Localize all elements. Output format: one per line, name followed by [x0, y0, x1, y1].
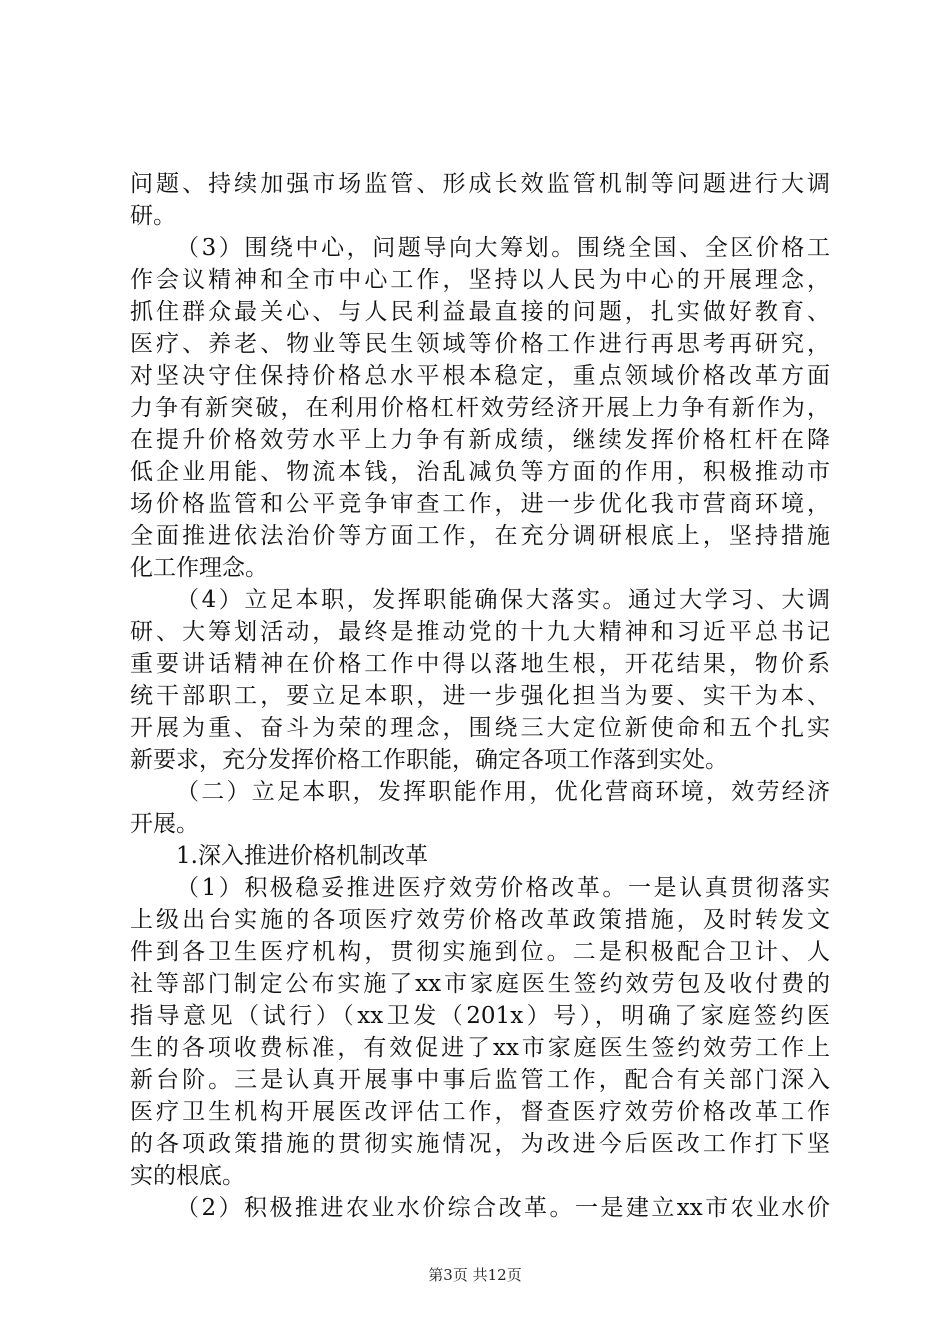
section-heading-2: （二）立足本职，发挥职能作用，优化营商环境，效劳经济 [176, 779, 830, 805]
paragraph-heading-1: （1）积极稳妥推进医疗效劳价格改革。一是认真贯彻落实 [176, 875, 830, 901]
text-line: 全面推进依法治价等方面工作，在充分调研根底上，坚持措施 [130, 523, 830, 549]
text-line: 重要讲话精神在价格工作中得以落地生根，开花结果，物价系 [130, 651, 830, 677]
text-line: 件到各卫生医疗机构，贯彻实施到位。二是积极配合卫计、人 [130, 939, 830, 965]
text-line: 指导意见（试行）（xx卫发（201x）号），明确了家庭签约医 [130, 1003, 830, 1029]
text-line: 的各项政策措施的贯彻实施情况，为改进今后医改工作打下坚 [130, 1131, 830, 1157]
text-line: 开展为重、奋斗为荣的理念，围绕三大定位新使命和五个扎实 [130, 715, 830, 741]
text-line: 在提升价格效劳水平上力争有新成绩，继续发挥价格杠杆在降 [130, 427, 830, 453]
text-line: 新台阶。三是认真开展事中事后监管工作，配合有关部门深入 [130, 1067, 830, 1093]
text-line: 问题、持续加强市场监管、形成长效监管机制等问题进行大调 [130, 171, 830, 197]
text-line: 力争有新突破，在利用价格杠杆效劳经济开展上力争有新作为， [130, 395, 830, 421]
text-line: 对坚决守住保持价格总水平根本稳定，重点领域价格改革方面 [130, 363, 830, 389]
text-line: 生的各项收费标准，有效促进了xx市家庭医生签约效劳工作上 [130, 1035, 830, 1061]
text-line: 医疗卫生机构开展医改评估工作，督查医疗效劳价格改革工作 [130, 1099, 830, 1125]
text-line: 社等部门制定公布实施了xx市家庭医生签约效劳包及收付费的 [130, 971, 830, 997]
text-line: 统干部职工，要立足本职，进一步强化担当为要、实干为本、 [130, 683, 830, 709]
text-line: 研。 [130, 203, 176, 229]
text-line: 医疗、养老、物业等民生领域等价格工作进行再思考再研究， [130, 331, 830, 357]
page-number-footer: 第3页 共12页 [428, 1266, 522, 1284]
text-line: 实的根底。 [130, 1163, 245, 1189]
text-line: 研、大筹划活动，最终是推动党的十九大精神和习近平总书记 [130, 619, 830, 645]
text-line: 作会议精神和全市中心工作，坚持以人民为中心的开展理念， [130, 267, 830, 293]
text-line: 场价格监管和公平竞争审查工作，进一步优化我市营商环境， [130, 491, 830, 517]
paragraph-heading-4: （4）立足本职，发挥职能确保大落实。通过大学习、大调 [176, 587, 830, 613]
subsection-heading-1: 1.深入推进价格机制改革 [176, 843, 428, 869]
text-line: 新要求，充分发挥价格工作职能，确定各项工作落到实处。 [130, 747, 728, 773]
text-line: 开展。 [130, 811, 199, 837]
text-line: 低企业用能、物流本钱，治乱减负等方面的作用，积极推动市 [130, 459, 830, 485]
text-line: 抓住群众最关心、与人民利益最直接的问题，扎实做好教育、 [130, 299, 830, 325]
text-line: 化工作理念。 [130, 555, 268, 581]
paragraph-heading-2: （2）积极推进农业水价综合改革。一是建立xx市农业水价 [176, 1195, 830, 1221]
text-line: 上级出台实施的各项医疗效劳价格改革政策措施，及时转发文 [130, 907, 830, 933]
document-body [130, 168, 830, 1224]
paragraph-heading-3: （3）围绕中心，问题导向大筹划。围绕全国、全区价格工 [176, 235, 830, 261]
